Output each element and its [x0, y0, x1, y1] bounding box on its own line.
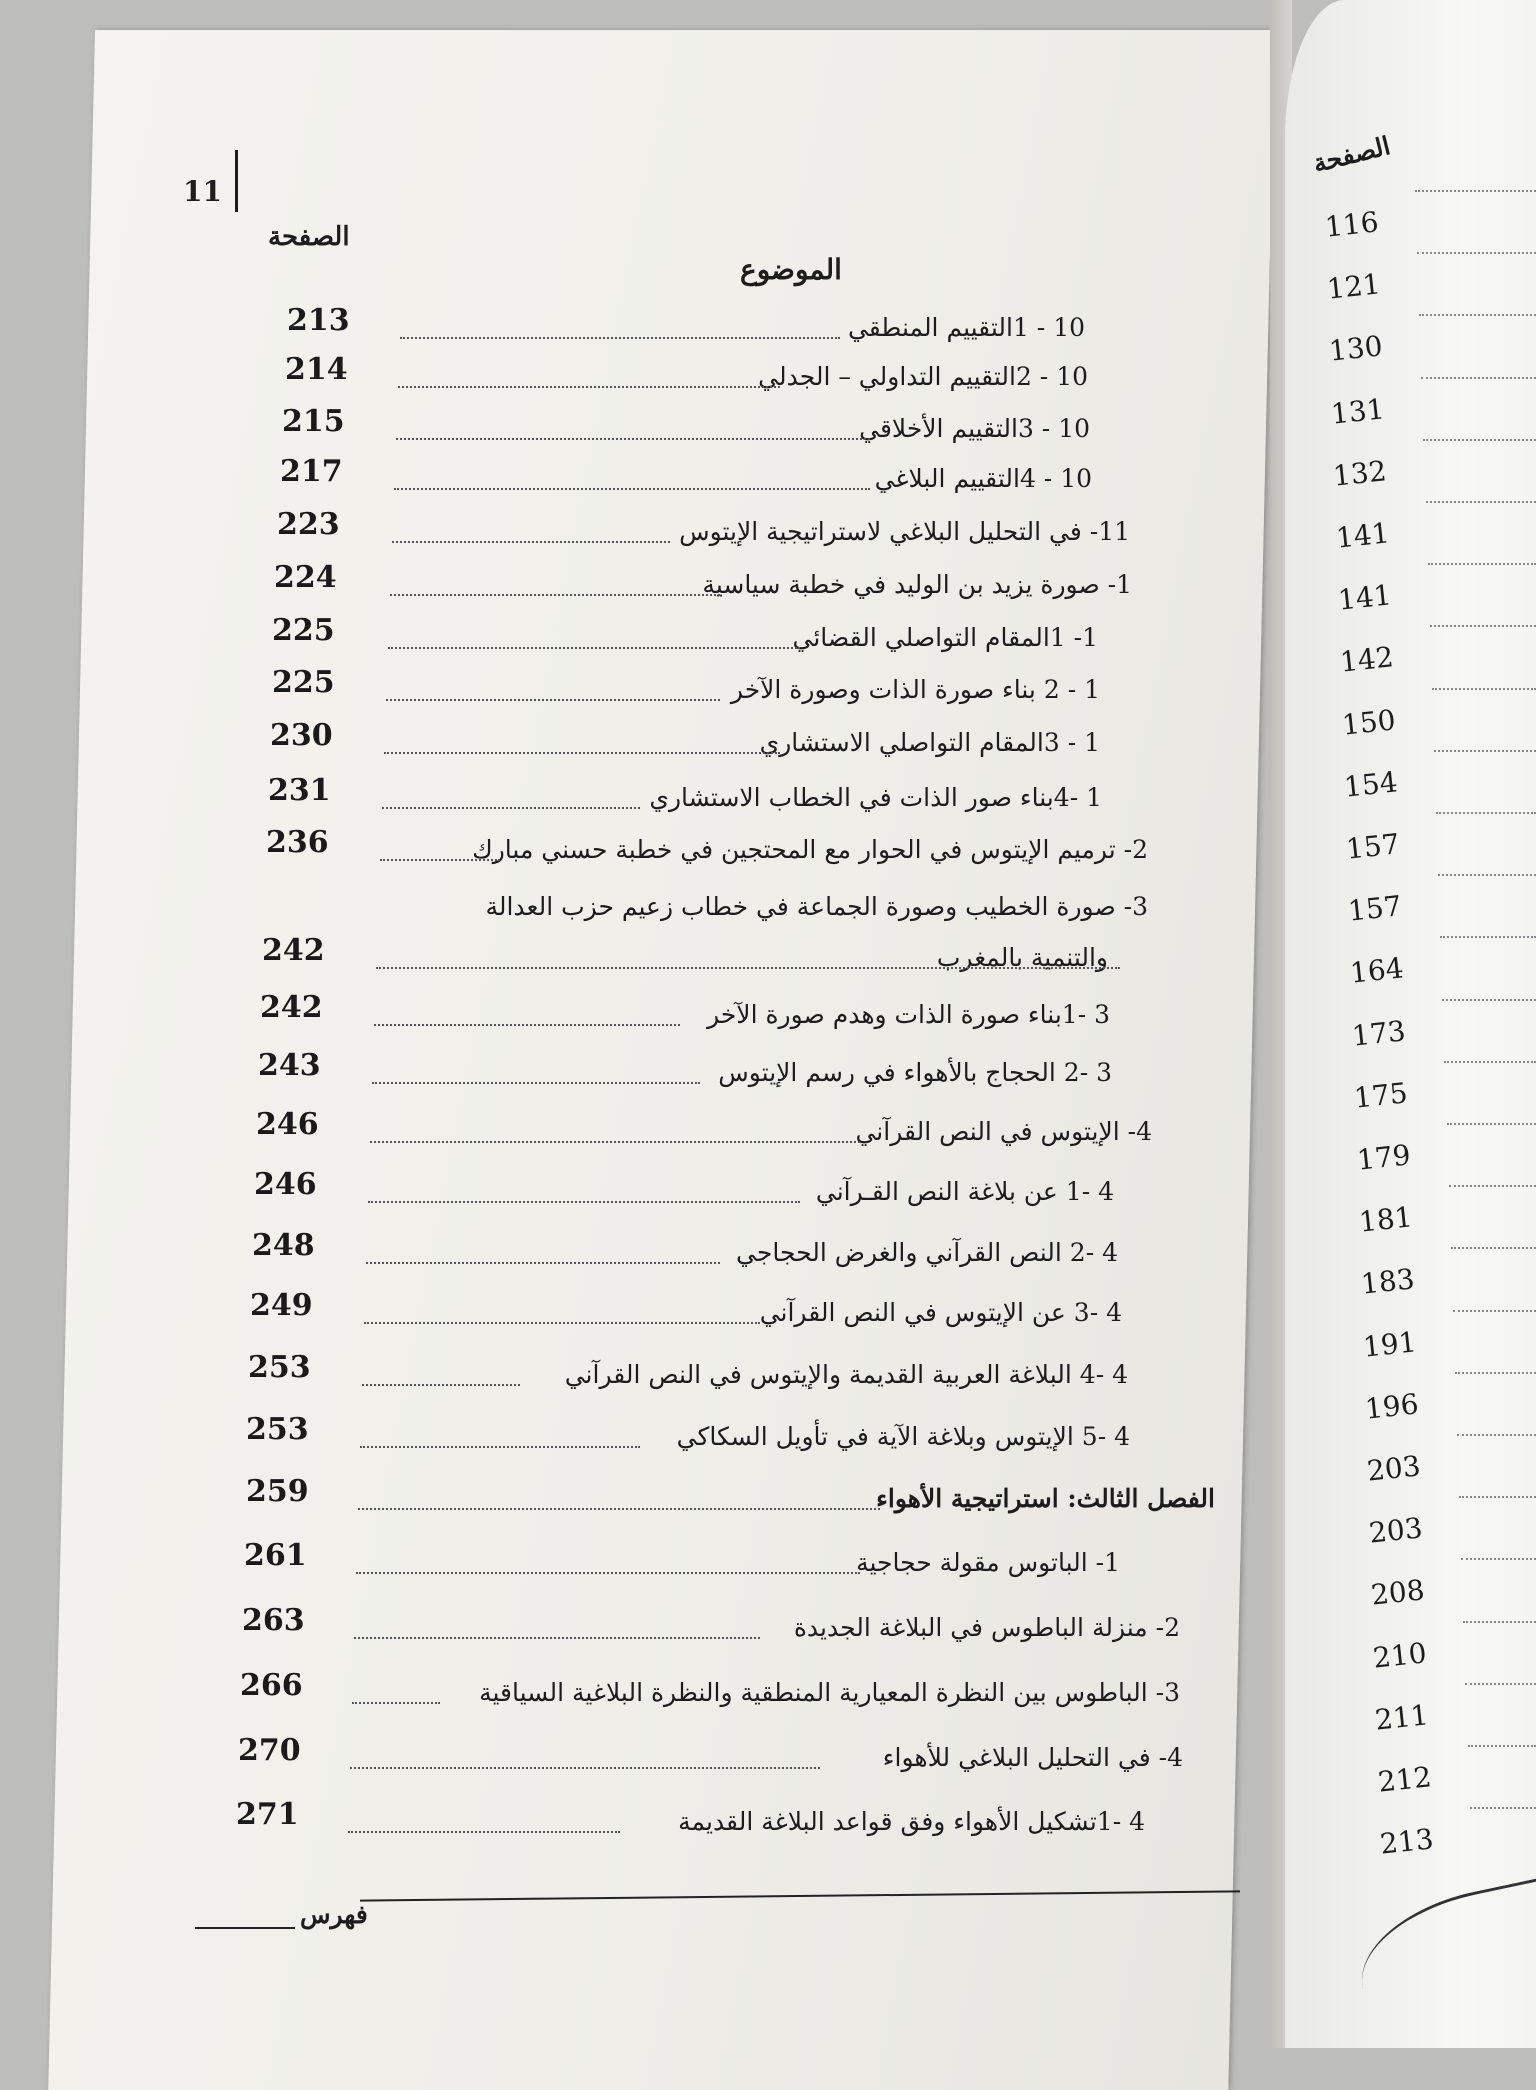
toc-entry-page: 259 — [246, 1474, 309, 1509]
toc-entry-title: 4 -5 الإيتوس وبلاغة الآية في تأويل السكاكي — [677, 1422, 1130, 1451]
toc-entry-title: 1 - 3المقام التواصلي الاستشاري — [760, 728, 1100, 757]
toc-entry — [0, 1058, 1536, 1104]
toc-entry-leader — [354, 1637, 760, 1639]
toc-entry-page: 243 — [258, 1048, 321, 1083]
toc-entry-title: 2- ترميم الإيتوس في الحوار مع المحتجين في خطبة حسني مبارك — [472, 835, 1148, 864]
toc-entry-title: 11- في التحليل البلاغي لاستراتيجية الإيتوس — [679, 517, 1130, 546]
right-page-leader — [1428, 563, 1536, 565]
right-page-leader — [1447, 1123, 1536, 1125]
right-page-number: 141 — [1334, 516, 1391, 554]
toc-entry-leader — [384, 752, 780, 754]
toc-entry-title: 3- صورة الخطيب وصورة الجماعة في خطاب زعيم حزب العدالة — [485, 892, 1148, 921]
toc-entry-leader — [368, 1201, 800, 1203]
toc-entry-page: 246 — [256, 1107, 319, 1142]
toc-entry-leader — [362, 1384, 520, 1386]
right-page-number: 116 — [1323, 205, 1380, 243]
right-page-leader — [1457, 1434, 1536, 1436]
right-page-number: 213 — [1378, 1822, 1435, 1860]
right-page-leader — [1419, 314, 1536, 316]
toc-entry — [0, 943, 1536, 989]
toc-entry-page: 217 — [280, 454, 343, 489]
right-page-number: 130 — [1328, 330, 1385, 368]
footer-rule-tail — [195, 1927, 295, 1929]
right-page-number: 164 — [1349, 952, 1406, 990]
toc-entry-leader — [356, 1572, 860, 1574]
right-page-number: 157 — [1347, 889, 1404, 927]
right-page-leader — [1442, 999, 1536, 1001]
right-page-number: 157 — [1344, 827, 1401, 865]
toc-entry-page: 215 — [282, 404, 345, 439]
toc-entry-leader — [350, 1767, 820, 1769]
toc-entry-title: 10 - 1التقييم المنطقي — [848, 313, 1085, 342]
toc-entry-leader — [370, 1141, 860, 1143]
right-page-number: 183 — [1359, 1263, 1416, 1301]
toc-entry-title: 10 - 3التقييم الأخلاقي — [859, 414, 1090, 443]
right-page-leader — [1444, 1061, 1536, 1063]
toc-entry-title: 1- صورة يزيد بن الوليد في خطبة سياسية — [702, 570, 1132, 599]
right-page-leader — [1459, 1496, 1536, 1498]
right-page-number: 150 — [1340, 703, 1397, 741]
right-page-number: 196 — [1363, 1387, 1420, 1425]
toc-entry-page: 230 — [270, 718, 333, 753]
toc-entry-leader — [360, 1446, 640, 1448]
toc-entry — [0, 1678, 1536, 1724]
toc-entry — [0, 570, 1536, 616]
toc-entry-page: 248 — [252, 1228, 315, 1263]
right-page-number: 203 — [1365, 1449, 1422, 1487]
right-page-header: الصفحة — [1310, 131, 1393, 178]
topic-column-header: الموضوع — [740, 253, 842, 286]
toc-entry-page: 249 — [250, 1288, 313, 1323]
toc-entry-page: 214 — [285, 352, 348, 387]
page-column-header: الصفحة — [268, 222, 350, 252]
toc-entry — [0, 362, 1536, 408]
right-page-leader — [1440, 936, 1536, 938]
toc-entry — [0, 892, 1536, 938]
toc-entry-page: 213 — [287, 303, 350, 338]
toc-entry — [0, 1484, 1536, 1530]
toc-entry-title: 4 -4 البلاغة العربية القديمة والإيتوس في النص القرآني — [565, 1360, 1128, 1389]
toc-entry — [0, 1360, 1536, 1406]
right-page-number: 191 — [1361, 1325, 1418, 1363]
toc-entry-page: 253 — [246, 1412, 309, 1447]
right-page-leader — [1423, 439, 1536, 441]
toc-entry-title: 4 -1 عن بلاغة النص القـرآني — [816, 1177, 1114, 1206]
toc-entry-title: 4 -1تشكيل الأهواء وفق قواعد البلاغة القديمة — [678, 1807, 1145, 1836]
toc-entry — [0, 1000, 1536, 1046]
right-page-number: 141 — [1336, 578, 1393, 616]
toc-entry-leader — [394, 488, 870, 490]
right-page-number: 131 — [1330, 392, 1387, 430]
toc-entry-title: 1- 1المقام التواصلي القضائي — [793, 623, 1098, 652]
right-page-number: 175 — [1353, 1076, 1410, 1114]
right-page-number: 210 — [1372, 1636, 1429, 1674]
toc-entry-page: 263 — [242, 1603, 305, 1638]
toc-entry-title: 1 - 2 بناء صورة الذات وصورة الآخر — [731, 675, 1100, 704]
toc-entry-title: 4 -2 النص القرآني والغرض الحجاجي — [736, 1238, 1118, 1267]
right-page-leader — [1432, 688, 1536, 690]
right-page-leader — [1426, 501, 1536, 503]
toc-entry-title: 4 -3 عن الإيتوس في النص القرآني — [760, 1298, 1122, 1327]
right-page-leader — [1463, 1621, 1536, 1623]
toc-entry — [0, 1807, 1536, 1853]
right-page-leader — [1461, 1558, 1536, 1560]
right-page-leader — [1438, 874, 1536, 876]
footer-label: فهرس — [300, 1900, 368, 1929]
toc-entry-leader — [348, 1831, 620, 1833]
toc-entry-title: 3 -2 الحجاج بالأهواء في رسم الإيتوس — [718, 1058, 1112, 1087]
toc-entry-leader — [372, 1082, 700, 1084]
toc-entry — [0, 623, 1536, 669]
toc-entry-leader — [374, 1024, 680, 1026]
right-page-number: 203 — [1368, 1511, 1425, 1549]
toc-entry — [0, 517, 1536, 563]
right-page-leader — [1417, 252, 1536, 254]
toc-entry-leader — [352, 1702, 440, 1704]
right-page-leader — [1465, 1683, 1536, 1685]
right-page-leader — [1455, 1372, 1536, 1374]
toc-entry — [0, 835, 1536, 881]
toc-entry-title: 4- في التحليل البلاغي للأهواء — [883, 1743, 1183, 1772]
toc-entry — [0, 1743, 1536, 1789]
toc-entry-leader — [364, 1322, 760, 1324]
toc-entry — [0, 464, 1536, 510]
toc-entry — [0, 1238, 1536, 1284]
toc-entry-leader — [376, 967, 1120, 969]
toc-entry — [0, 728, 1536, 774]
toc-entry-leader — [358, 1508, 880, 1510]
toc-entry-page: 242 — [262, 933, 325, 968]
toc-entry — [0, 313, 1536, 359]
toc-entry-title: 1- الباتوس مقولة حجاجية — [856, 1548, 1120, 1577]
toc-entry-leader — [398, 386, 780, 388]
toc-entry-page: 270 — [238, 1733, 301, 1768]
toc-entry-leader — [396, 438, 870, 440]
right-page-leader — [1421, 377, 1536, 379]
toc-entry-page: 261 — [244, 1538, 307, 1573]
right-page-number: 212 — [1376, 1760, 1433, 1798]
toc-entry — [0, 1613, 1536, 1659]
right-page-leader — [1434, 750, 1536, 752]
toc-entry-page: 225 — [272, 665, 335, 700]
toc-entry-page: 253 — [248, 1350, 311, 1385]
right-page-leader — [1468, 1745, 1536, 1747]
toc-entry — [0, 1298, 1536, 1344]
right-page-number: 173 — [1351, 1014, 1408, 1052]
right-page-leader — [1415, 190, 1536, 192]
toc-entry — [0, 783, 1536, 829]
right-page-number: 154 — [1342, 765, 1399, 803]
toc-entry-page: 271 — [236, 1797, 299, 1832]
page-number-divider — [235, 150, 238, 212]
right-page-number: 179 — [1355, 1138, 1412, 1176]
toc-entry-page: 242 — [260, 990, 323, 1025]
toc-entry-title: 4- الإيتوس في النص القرآني — [855, 1117, 1152, 1146]
toc-entry-leader — [392, 541, 670, 543]
toc-entry-page: 266 — [240, 1668, 303, 1703]
toc-entry — [0, 414, 1536, 460]
toc-entry-title: 3 -1بناء صورة الذات وهدم صورة الآخر — [707, 1000, 1110, 1029]
toc-entry — [0, 675, 1536, 721]
toc-entry-leader — [386, 699, 720, 701]
toc-entry-page: 236 — [266, 825, 329, 860]
right-page-leader — [1470, 1807, 1536, 1809]
right-page-number: 208 — [1370, 1574, 1427, 1612]
right-page-leader — [1430, 625, 1536, 627]
toc-entry-title: 10 - 4التقييم البلاغي — [875, 464, 1092, 493]
right-page-number: 132 — [1332, 454, 1389, 492]
toc-entry-leader — [390, 594, 720, 596]
toc-entry-title: الفصل الثالث: استراتيجية الأهواء — [876, 1484, 1215, 1513]
toc-entry-title: والتنمية بالمغرب — [937, 943, 1108, 972]
right-page-leader — [1451, 1247, 1536, 1249]
right-page-number: 211 — [1374, 1698, 1431, 1736]
toc-entry-title: 1 -4بناء صور الذات في الخطاب الاستشاري — [649, 783, 1102, 812]
toc-entry-title: 10 - 2التقييم التداولي – الجدلي — [758, 362, 1088, 391]
right-page-leader — [1436, 812, 1536, 814]
toc-entry-leader — [388, 647, 800, 649]
right-page-leader — [1449, 1185, 1536, 1187]
toc-entry-leader — [400, 337, 840, 339]
toc-entry-leader — [382, 807, 640, 809]
right-page-leader — [1453, 1310, 1536, 1312]
toc-entry — [0, 1117, 1536, 1163]
toc-entry-title: 2- منزلة الباطوس في البلاغة الجديدة — [794, 1613, 1180, 1642]
toc-entry-page: 225 — [272, 613, 335, 648]
toc-entry — [0, 1177, 1536, 1223]
toc-entry-leader — [366, 1262, 720, 1264]
right-page-number: 181 — [1357, 1200, 1414, 1238]
page-number: 11 — [183, 175, 222, 208]
toc-entry-page: 231 — [268, 773, 331, 808]
toc-entry — [0, 1548, 1536, 1594]
toc-entry-page: 224 — [274, 560, 337, 595]
right-page-number: 142 — [1338, 641, 1395, 679]
toc-entry-page: 246 — [254, 1167, 317, 1202]
toc-entry-page: 223 — [277, 507, 340, 542]
right-page-number: 121 — [1326, 267, 1383, 305]
toc-entry-leader — [380, 859, 500, 861]
toc-entry — [0, 1422, 1536, 1468]
toc-entry-title: 3- الباطوس بين النظرة المعيارية المنطقية والنظرة البلاغية السياقية — [479, 1678, 1180, 1707]
